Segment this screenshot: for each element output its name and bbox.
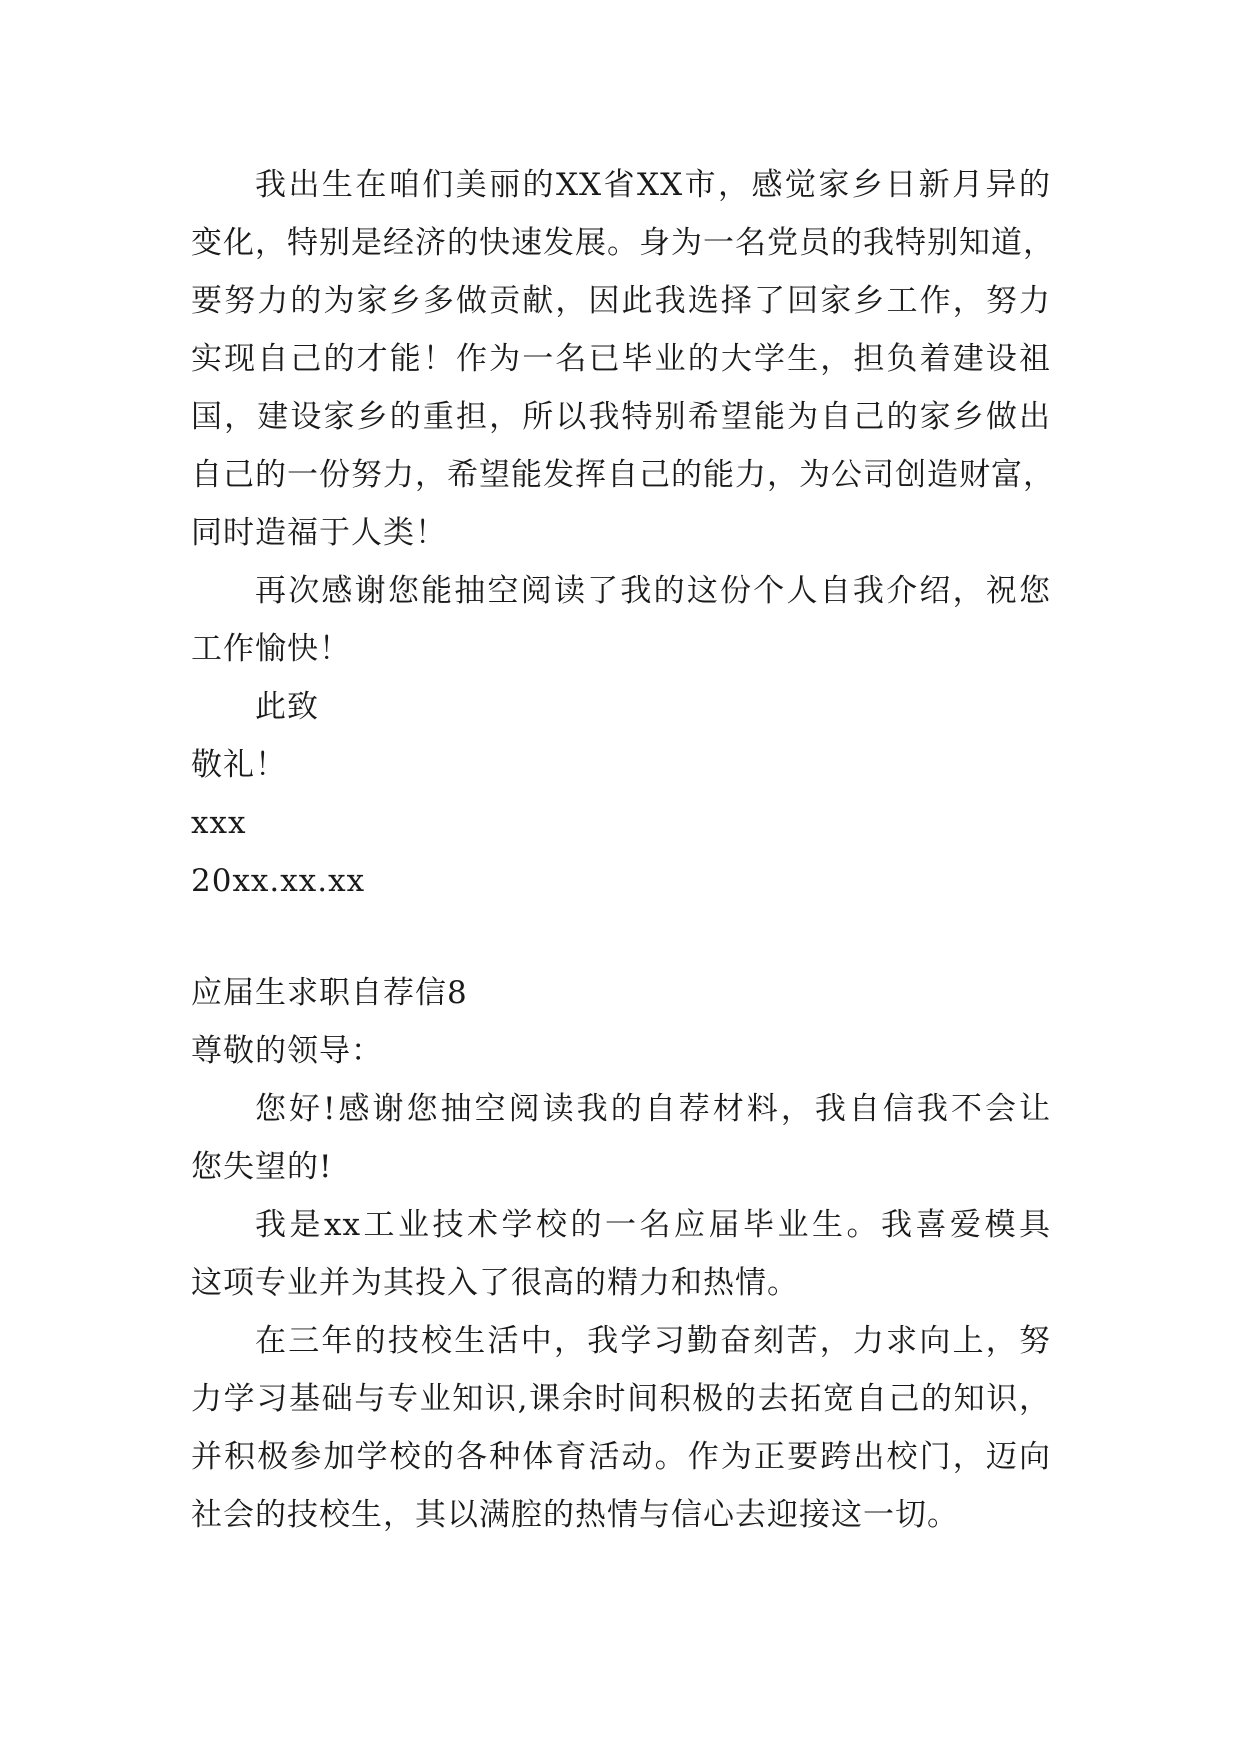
section-title: 应届生求职自荐信8 bbox=[191, 975, 468, 1011]
paragraph-line: 我是xx工业技术学校的一名应届毕业生。我喜爱模具 bbox=[255, 1207, 1051, 1243]
paragraph-line: 自己的一份努力，希望能发挥自己的能力，为公司创造财富， bbox=[191, 457, 1055, 493]
paragraph-line: 工作愉快！ bbox=[191, 631, 351, 667]
date-text: 20xx.xx.xx bbox=[191, 863, 366, 899]
signature-text: xxx bbox=[191, 805, 247, 841]
paragraph-line: 在三年的技校生活中，我学习勤奋刻苦，力求向上，努 bbox=[255, 1323, 1051, 1359]
salutation-text: 敬礼！ bbox=[191, 747, 287, 783]
paragraph-line: 实现自己的才能！作为一名已毕业的大学生，担负着建设祖 bbox=[191, 341, 1051, 377]
paragraph-line: 力学习基础与专业知识,课余时间积极的去拓宽自己的知识， bbox=[191, 1381, 1051, 1417]
paragraph-line: 变化，特别是经济的快速发展。身为一名党员的我特别知道， bbox=[191, 225, 1055, 261]
paragraph-line: 并积极参加学校的各种体育活动。作为正要跨出校门，迈向 bbox=[191, 1439, 1051, 1475]
paragraph-line: 再次感谢您能抽空阅读了我的这份个人自我介绍，祝您 bbox=[255, 573, 1051, 609]
paragraph-line: 您失望的! bbox=[191, 1149, 333, 1185]
closing-text: 此致 bbox=[255, 689, 319, 725]
paragraph-line: 国，建设家乡的重担，所以我特别希望能为自己的家乡做出 bbox=[191, 399, 1051, 435]
paragraph-line: 我出生在咱们美丽的XX省XX市，感觉家乡日新月异的 bbox=[255, 167, 1051, 203]
greeting-text: 尊敬的领导： bbox=[191, 1033, 383, 1069]
paragraph-line: 您好!感谢您抽空阅读我的自荐材料，我自信我不会让 bbox=[255, 1091, 1051, 1127]
paragraph-line: 这项专业并为其投入了很高的精力和热情。 bbox=[191, 1265, 799, 1301]
paragraph-line: 同时造福于人类！ bbox=[191, 515, 447, 551]
paragraph-line: 社会的技校生，其以满腔的热情与信心去迎接这一切。 bbox=[191, 1497, 959, 1533]
paragraph-line: 要努力的为家乡多做贡献，因此我选择了回家乡工作，努力 bbox=[191, 283, 1051, 319]
